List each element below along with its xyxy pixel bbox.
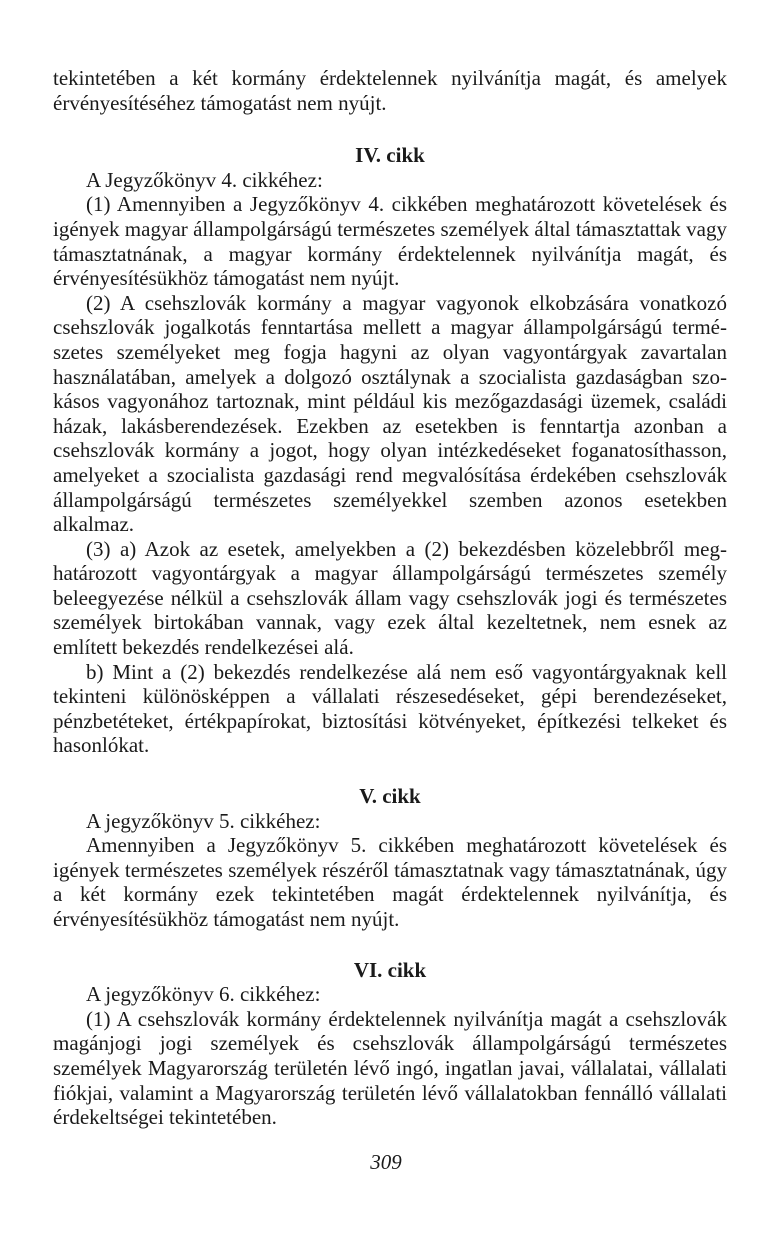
article-6-heading: VI. cikk — [353, 957, 427, 982]
article-4-paragraph-2: (2) A csehszlovák kormány a magyar vagyonok elkobzására vonatkozó csehszlovák jogalkotás fenntartása mellett a magyar állampolgárságú természetes személyeket meg fogja hagyni az olyan vagyontárgyak zavartalan használatában, amelyek a dolgozó osztálynak a szocialista gazdaságban szokásos vagyonához tartoznak, mint például kis mezőgazdasági üzemek, családi házak, lakásberendezések. Ezekben az esetekben is fenntartja azonban a csehszlovák kormány a jogot, hogy olyan intézkedéseket foganatosíthasson, amelyeket a szocialista gazdasági rend megvalósítása érdekében csehszlovák állampolgárságú természetes személyekkel szemben azonos esetekben alkalmaz. — [53, 290, 727, 537]
page-number: 309 — [370, 1150, 402, 1174]
article-5-paragraph-1: Amennyiben a Jegyzőkönyv 5. cikkében meghatározott követelések és igények természetes személyek részéről támasztatnak vagy támasztatnának, úgy a két kormány ezek tekintetében magát érdektelennek nyilvánítja, és érvényesítésükhöz támogatást nem nyújt. — [53, 833, 727, 931]
article-4-heading: IV. cikk — [355, 143, 425, 168]
article-4-paragraph-1: (1) Amennyiben a Jegyzőkönyv 4. cikkében meghatározott követelések és igények magyar állampolgárságú természetes személyek által támasztattak vagy támasztatnának, a magyar kormány érdektelennek nyilvánítja magát, és érvényesítésükhöz támogatást nem nyújt. — [53, 192, 727, 291]
article-4-paragraph-3b: b) Mint a (2) bekezdés rendelkezése alá nem eső vagyontárgyaknak kell tekinteni különösképpen a vállalati részesedéseket, gépi berendezéseket, pénzbetéteket, értékpapírokat, biztosítási kötvényeket, építkezési telkeket és hasonlókat. — [53, 659, 727, 758]
article-5-heading: V. cikk — [359, 784, 421, 809]
article-6-paragraph-1: (1) A csehszlovák kormány érdektelennek nyilvánítja magát a csehszlovák magánjogi jogi személyek és csehszlovák állampolgárságú természetes személyek Magyarország területén lévő ingó, ingatlan javai, vállalatai, vállalati fiókjai, valamint a Magyarország területén lévő vállalatokban fennálló vállalati érdekeltségei tekintetében. — [53, 1006, 727, 1130]
intro-paragraph: tekintetében a két kormány érdektelennek nyilvánítja magát, és amelyek érvényesítéséhez támogatást nem nyújt. — [53, 66, 727, 115]
article-5-reference: A jegyzőkönyv 5. cikkéhez: — [86, 808, 321, 833]
article-4-reference: A Jegyzőkönyv 4. cikkéhez: — [86, 167, 323, 192]
document-page — [53, 66, 727, 1130]
article-4-paragraph-3a: (3) a) Azok az esetek, amelyekben a (2) bekezdésben közelebbről meghatározott vagyontárgyak a magyar állampolgárságú természetes személy beleegyezése nélkül a csehszlovák állam vagy csehszlovák jogi és természetes személyek birtokában vannak, vagy ezek által kezeltetnek, nem esnek az említett bekezdés rendelkezései alá. — [53, 536, 727, 660]
article-6-reference: A jegyzőkönyv 6. cikkéhez: — [86, 982, 321, 1007]
